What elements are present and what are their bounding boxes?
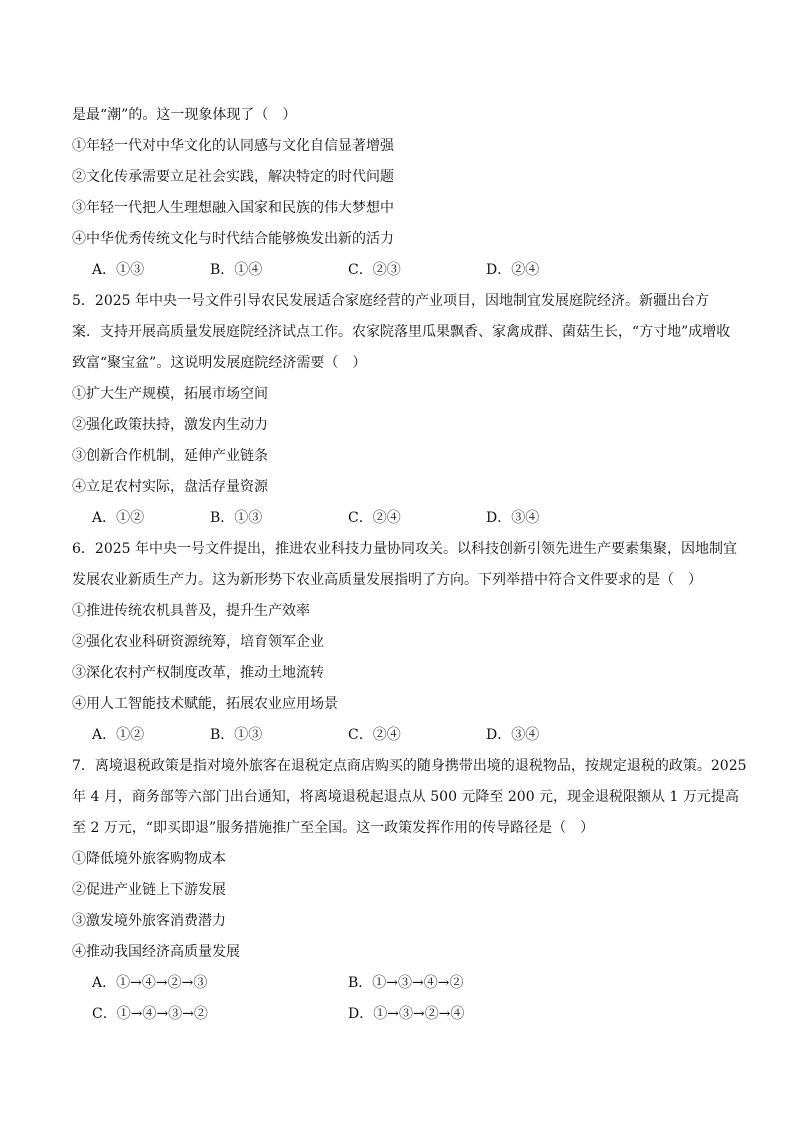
answer-options <box>72 720 727 751</box>
statement-item: ①降低境外旅客购物成本 <box>72 851 226 867</box>
statement-item: ②促进产业链上下游发展 <box>72 882 226 898</box>
statement-item: ③创新合作机制，延伸产业链条 <box>72 448 268 464</box>
answer-options-row-2 <box>72 999 727 1030</box>
statement-item: ①年轻一代对中华文化的认同感与文化自信显著增强 <box>72 138 394 154</box>
statement-item: ④立足农村实际，盘活存量资源 <box>72 479 268 495</box>
statement-item: ④推动我国经济高质量发展 <box>72 944 240 960</box>
option-c[interactable]: C．①→④→③→② <box>92 1006 208 1022</box>
statement-item: ④中华优秀传统文化与时代结合能够焕发出新的活力 <box>72 231 394 247</box>
question-stem-line: 致富“聚宝盆”。这说明发展庭院经济需要（ ） <box>72 355 367 371</box>
question-stem-line: 6．2025 年中央一号文件提出，推进农业科技力量协同攻关。以科技创新引领先进生产要素集聚，因地制宜 <box>72 541 737 557</box>
answer-options-row-1 <box>72 968 727 999</box>
option-b[interactable]: B．①→③→④→② <box>348 975 464 991</box>
question-stem-line: 是最“潮”的。这一现象体现了（ ） <box>72 107 297 123</box>
option-b[interactable]: B．①③ <box>210 727 263 743</box>
option-c[interactable]: C．②③ <box>348 262 401 278</box>
option-a[interactable]: A．①② <box>92 510 145 526</box>
question-stem-line: 案．支持开展高质量发展庭院经济试点工作。农家院落里瓜果飘香、家禽成群、菌菇生长，“方寸地”成增收 <box>72 324 731 340</box>
question-stem-line: 至 2 万元，“即买即退”服务措施推广至全国。这一政策发挥作用的传导路径是（ ） <box>72 820 595 836</box>
option-c[interactable]: C．②④ <box>348 510 401 526</box>
question-content <box>72 100 747 1030</box>
option-d[interactable]: D．②④ <box>486 262 540 278</box>
question-4 <box>72 100 727 286</box>
answer-options <box>72 503 727 534</box>
statement-item: ②强化农业科研资源统筹，培育领军企业 <box>72 634 324 650</box>
question-stem-line: 发展农业新质生产力。这为新形势下农业高质量发展指明了方向。下列举措中符合文件要求的是（ ） <box>72 572 702 588</box>
question-5 <box>72 286 731 534</box>
statement-item: ①扩大生产规模，拓展市场空间 <box>72 386 268 402</box>
option-b[interactable]: B．①④ <box>210 262 263 278</box>
option-a[interactable]: A．①→④→②→③ <box>92 975 208 991</box>
statement-item: ③激发境外旅客消费潜力 <box>72 913 226 929</box>
question-stem-line: 年 4 月，商务部等六部门出台通知，将离境退税起退点从 500 元降至 200 元，现金退税限额从 1 万元提高 <box>72 789 739 805</box>
question-7 <box>72 751 747 1030</box>
option-a[interactable]: A．①② <box>92 727 145 743</box>
option-d[interactable]: D．①→③→②→④ <box>348 1006 465 1022</box>
statement-item: ④用人工智能技术赋能，拓展农业应用场景 <box>72 696 338 712</box>
option-d[interactable]: D．③④ <box>486 727 540 743</box>
statement-item: ③年轻一代把人生理想融入国家和民族的伟大梦想中 <box>72 200 394 216</box>
question-6 <box>72 534 737 751</box>
statement-item: ②文化传承需要立足社会实践，解决特定的时代问题 <box>72 169 394 185</box>
option-b[interactable]: B．①③ <box>210 510 263 526</box>
option-c[interactable]: C．②④ <box>348 727 401 743</box>
option-d[interactable]: D．③④ <box>486 510 540 526</box>
answer-options <box>72 255 727 286</box>
statement-item: ②强化政策扶持，激发内生动力 <box>72 417 268 433</box>
statement-item: ③深化农村产权制度改革，推动土地流转 <box>72 665 324 681</box>
question-stem-line: 5．2025 年中央一号文件引导农民发展适合家庭经营的产业项目，因地制宜发展庭院经济。新疆出台方 <box>72 293 709 309</box>
question-stem-line: 7．离境退税政策是指对境外旅客在退税定点商店购买的随身携带出境的退税物品，按规定退税的政策。2025 <box>72 758 747 774</box>
option-a[interactable]: A．①③ <box>92 262 145 278</box>
statement-item: ①推进传统农机具普及，提升生产效率 <box>72 603 310 619</box>
